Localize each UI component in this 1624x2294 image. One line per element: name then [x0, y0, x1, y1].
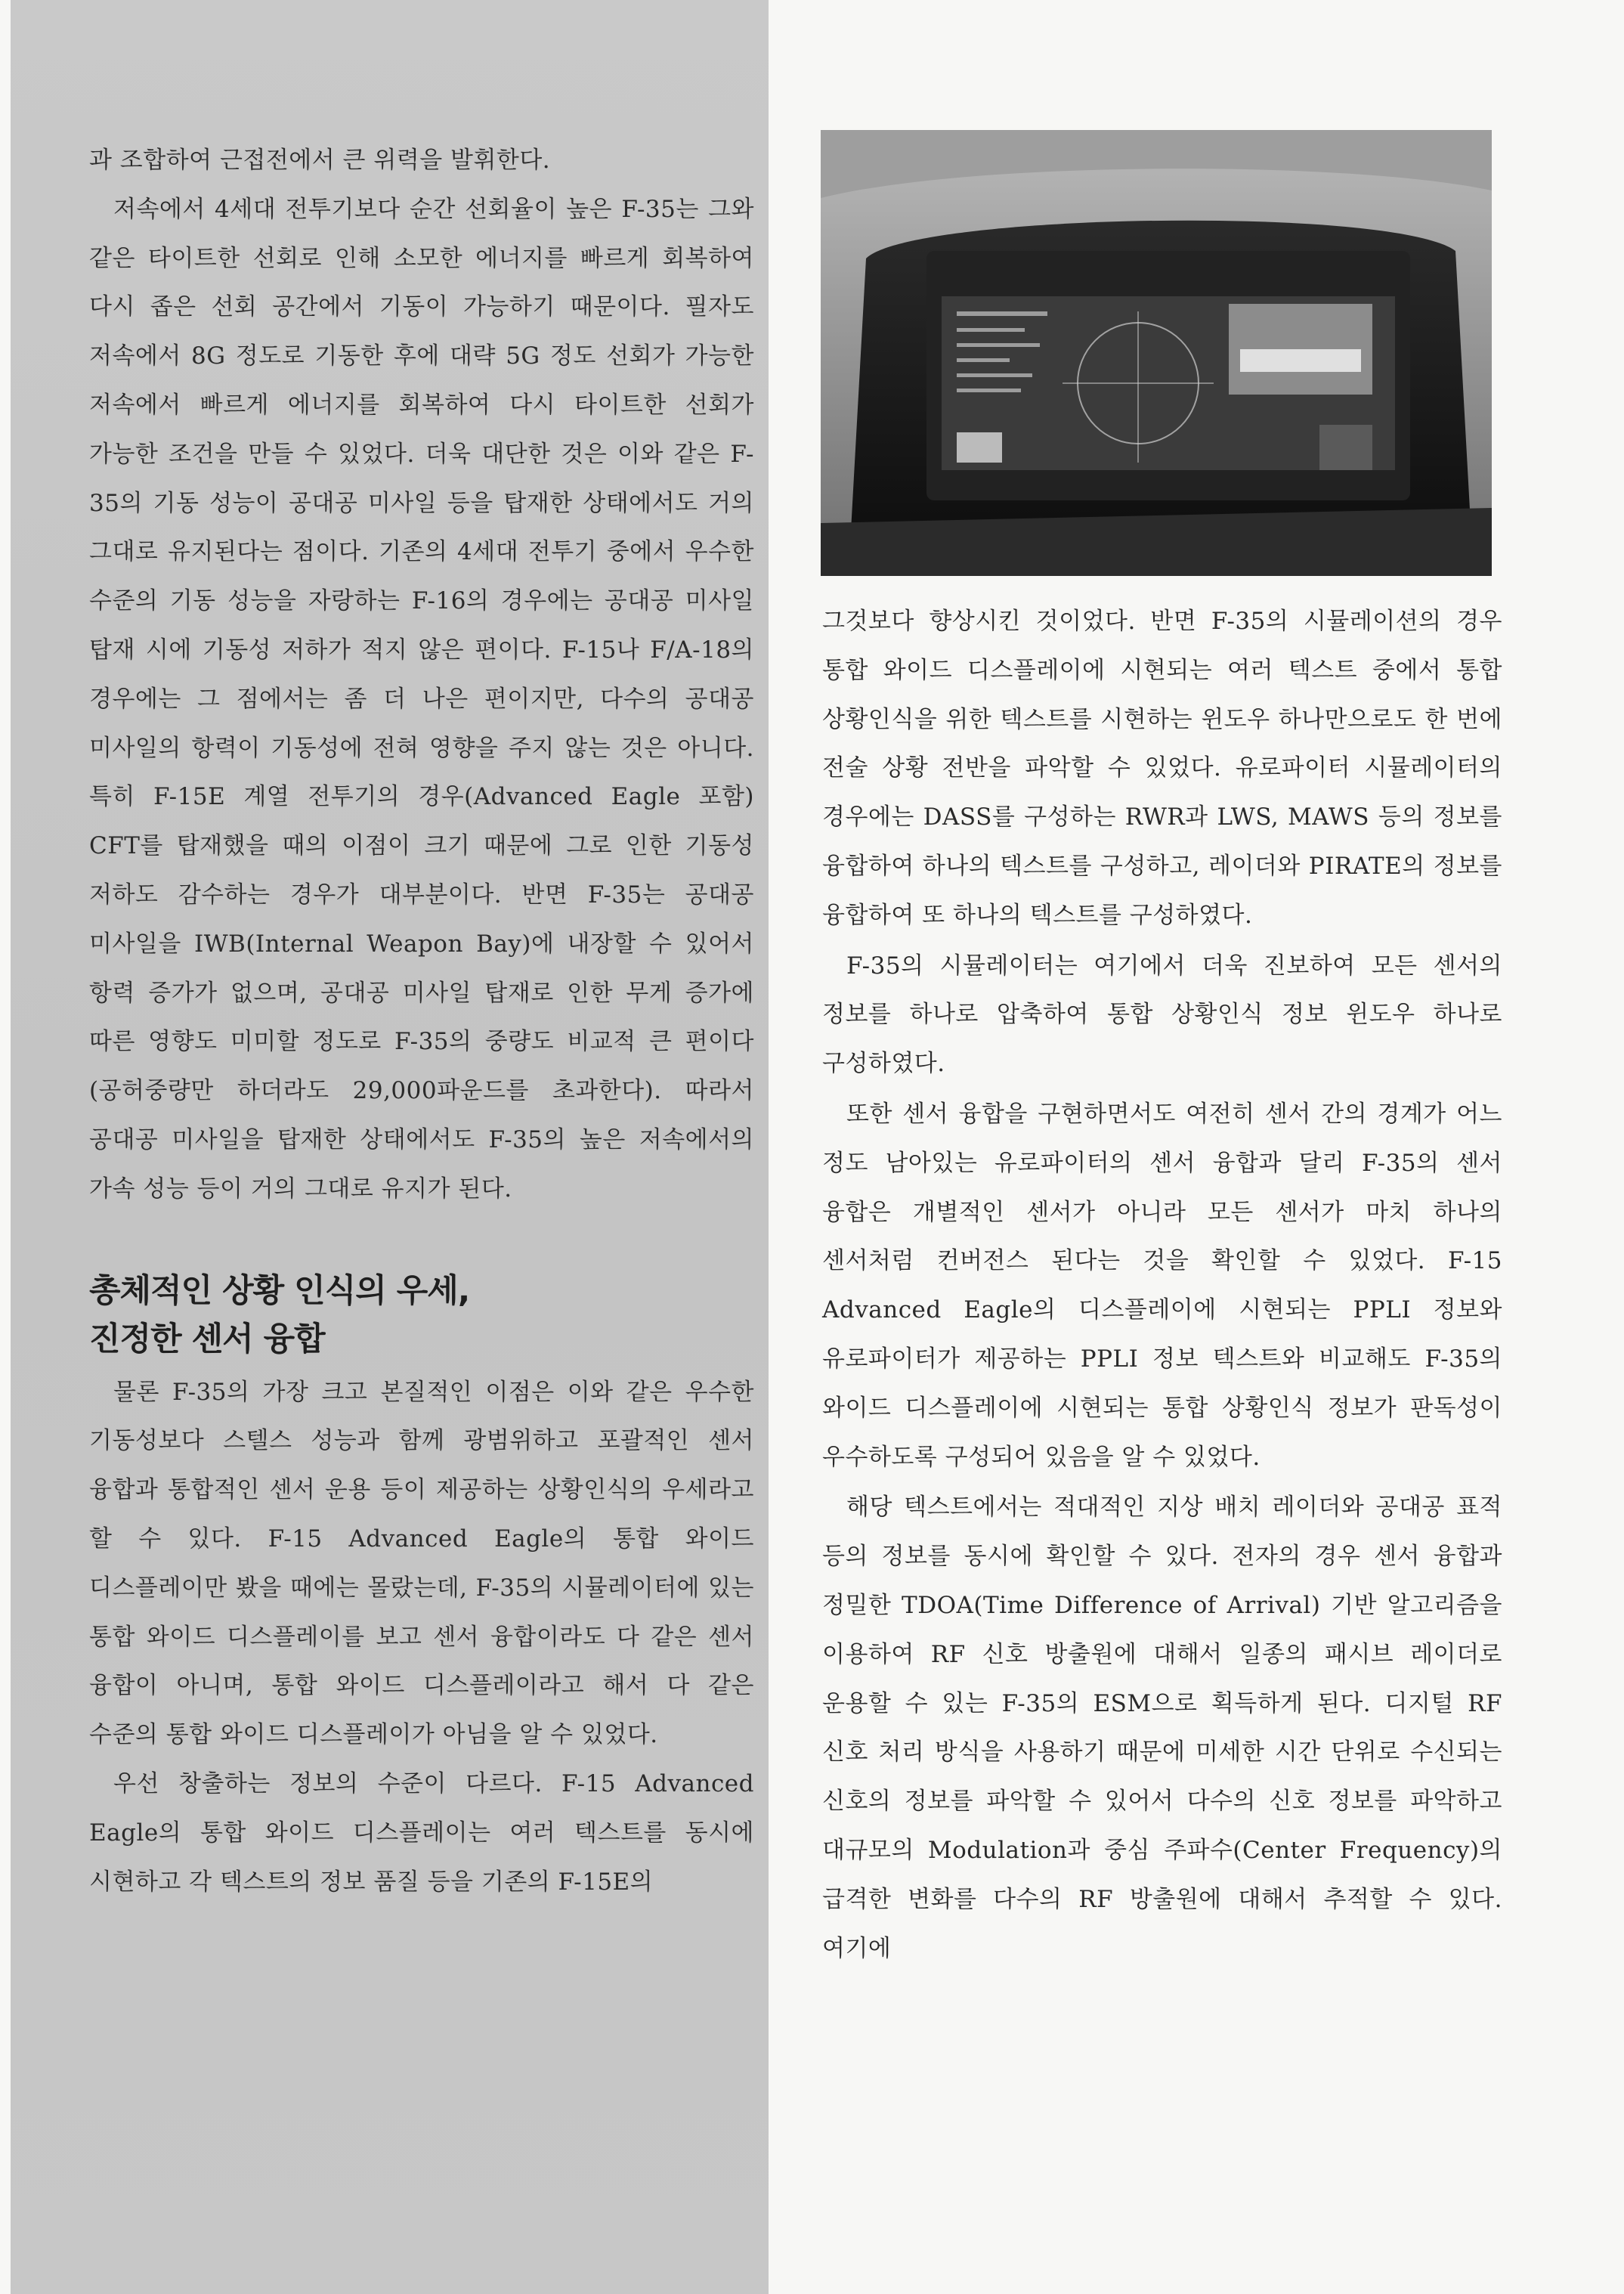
paragraph: 그것보다 향상시킨 것이었다. 반면 F-35의 시뮬레이션의 경우 통합 와이드 디스플레이에 시현되는 여러 텍스트 중에서 통합 상황인식을 위한 텍스트를 시현하는 윈도우 하나만으로도 한 번에 전술 상황 전반을 파악할 수 있었다. 유로파이터 시뮬레이터의 경우에는 DASS를 구성하는 RWR과 LWS, MAWS 등의 정보를 융합하여 하나의 텍스트를 구성하고, 레이더와 PIRATE의 정보를 융합하여 또 하나의 텍스트를 구성하였다.: [822, 608, 1502, 929]
section-heading-line1: 총체적인 상황 인식의 우세,: [89, 1271, 470, 1310]
cockpit-illustration: [821, 130, 1492, 576]
paragraph: 우선 창출하는 정보의 수준이 다르다. F-15 Advanced Eagle의 통합 와이드 디스플레이는 여러 텍스트를 동시에 시현하고 각 텍스트의 정보 품질 등을 기존의 F-15E의: [89, 1769, 754, 1896]
paragraph: 해당 텍스트에서는 적대적인 지상 배치 레이더와 공대공 표적 등의 정보를 동시에 확인할 수 있다. 전자의 경우 센서 융합과 정밀한 TDOA(Time Difference of Arrival) 기반 알고리즘을 이용하여 RF 신호 방출원에 대해서 일종의 패시브 레이더로 운용할 수 있는 F-35의 ESM으로 획득하게 된다. 디지털 RF 신호 처리 방식을 사용하기 때문에 미세한 시간 단위로 수신되는 신호의 정보를 파악할 수 있어서 다수의 신호 정보를 파악하고 대규모의 Modulation과 중심 주파수(Center Frequency)의 급격한 변화를 다수의 RF 방출원에 대해서 추적할 수 있다. 여기에: [822, 1494, 1502, 1962]
section-heading-line2: 진정한 센서 융합: [89, 1320, 325, 1358]
paragraph: 물론 F-35의 가장 크고 본질적인 이점은 이와 같은 우수한 기동성보다 스텔스 성능과 함께 광범위하고 포괄적인 센서 융합과 통합적인 센서 운용 등이 제공하는 상황인식의 우세라고 할 수 있다. F-15 Advanced Eagle의 통합 와이드 디스플레이만 봤을 때에는 몰랐는데, F-35의 시뮬레이터에 있는 통합 와이드 디스플레이를 보고 센서 융합이라도 다 같은 센서 융합이 아니며, 통합 와이드 디스플레이라고 해서 다 같은 수준의 통합 와이드 디스플레이가 아님을 알 수 있었다.: [89, 1378, 754, 1749]
cockpit-display-photo: [821, 130, 1492, 576]
paragraph: 저속에서 4세대 전투기보다 순간 선회율이 높은 F-35는 그와 같은 타이트한 선회로 인해 소모한 에너지를 빠르게 회복하여 다시 좁은 선회 공간에서 기동이 가능하기 때문이다. 필자도 저속에서 8G 정도로 기동한 후에 대략 5G 정도 선회가 가능한 저속에서 빠르게 에너지를 회복하여 다시 타이트한 선회가 가능한 조건을 만들 수 있었다. 더욱 대단한 것은 이와 같은 F-35의 기동 성능이 공대공 미사일 등을 탑재한 상태에서도 거의 그대로 유지된다는 점이다. 기존의 4세대 전투기 중에서 우수한 수준의 기동 성능을 자랑하는 F-16의 경우에는 공대공 미사일 탑재 시에 기동성 저하가 적지 않은 편이다. F-15나 F/A-18의 경우에는 그 점에서는 좀 더 나은 편이지만, 다수의 공대공 미사일의 항력이 기동성에 전혀 영향을 주지 않는 것은 아니다. 특히 F-15E 계열 전투기의 경우(Advanced Eagle 포함) CFT를 탑재했을 때의 이점이 크기 때문에 그로 인한 기동성 저하도 감수하는 경우가 대부분이다. 반면 F-35는 공대공 미사일을 IWB(Internal Weapon Bay)에 내장할 수 있어서 항력 증가가 없으며, 공대공 미사일 탑재로 인한 무게 증가에 따른 영향도 미미할 정도로 F-35의 중량도 비교적 큰 편이다(공허중량만 하더라도 29,000파운드를 초과한다). 따라서 공대공 미사일을 탑재한 상태에서도 F-35의 높은 저속에서의 가속 성능 등이 거의 그대로 유지가 된다.: [89, 195, 754, 1203]
paragraph: F-35의 시뮬레이터는 여기에서 더욱 진보하여 모든 센서의 정보를 하나로 압축하여 통합 상황인식 정보 윈도우 하나로 구성하였다.: [822, 952, 1502, 1078]
paragraph: 또한 센서 융합을 구현하면서도 여전히 센서 간의 경계가 어느 정도 남아있는 유로파이터의 센서 융합과 달리 F-35의 센서 융합은 개별적인 센서가 아니라 모든 센서가 마치 하나의 센서처럼 컨버전스 된다는 것을 확인할 수 있었다. F-15 Advanced Eagle의 디스플레이에 시현되는 PPLI 정보와 유로파이터가 제공하는 PPLI 정보 텍스트와 비교해도 F-35의 와이드 디스플레이에 시현되는 통합 상황인식 정보가 판독성이 우수하도록 구성되어 있음을 알 수 있었다.: [822, 1100, 1502, 1471]
paragraph: 과 조합하여 근접전에서 큰 위력을 발휘한다.: [89, 147, 551, 174]
section-heading: [89, 1267, 754, 1364]
right-column: [822, 597, 1502, 1973]
left-column: [89, 136, 754, 1906]
